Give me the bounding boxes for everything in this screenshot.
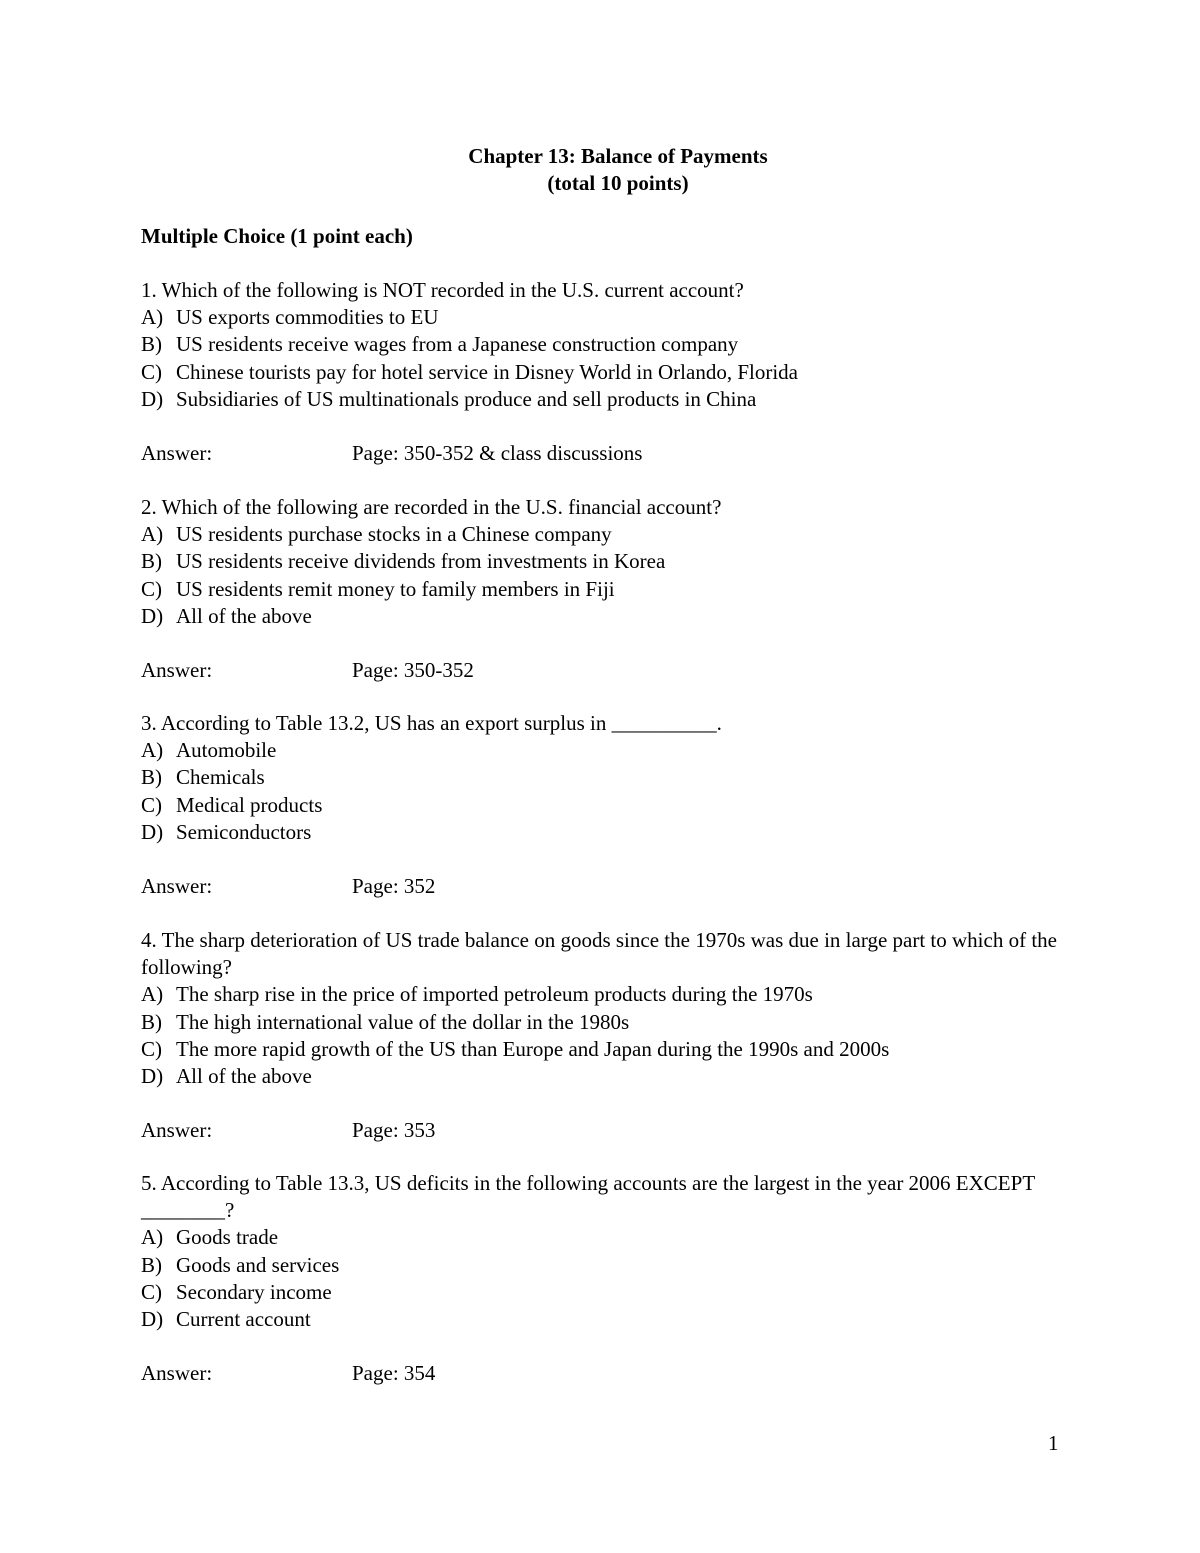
question-5 xyxy=(141,1170,1081,1387)
question-3 xyxy=(141,710,1081,900)
page-reference: Page: 350-352 xyxy=(352,658,474,683)
option-a xyxy=(141,1224,1081,1251)
option-letter: A) xyxy=(141,522,164,547)
option-text: Automobile xyxy=(176,738,277,763)
page-number: 1 xyxy=(1048,1431,1059,1455)
option-letter: B) xyxy=(141,1252,162,1277)
answer-line xyxy=(141,873,1081,900)
option-letter: C) xyxy=(141,576,162,601)
question-text: 2. Which of the following are recorded in the U.S. financial account? xyxy=(141,495,722,519)
option-text: US residents receive dividends from investments in Korea xyxy=(176,549,666,574)
option-d xyxy=(141,819,1081,846)
option-text: The high international value of the dollar in the 1980s xyxy=(176,1009,630,1034)
option-text: US residents purchase stocks in a Chinese company xyxy=(176,522,612,547)
page-reference: Page: 354 xyxy=(352,1361,436,1386)
option-a xyxy=(141,981,1081,1008)
option-text: All of the above xyxy=(176,1064,312,1089)
answer-label: Answer: xyxy=(141,1118,213,1143)
option-text: The more rapid growth of the US than Europe and Japan during the 1990s and 2000s xyxy=(176,1036,890,1061)
page-reference: Page: 350-352 & class discussions xyxy=(352,441,643,466)
option-text: Semiconductors xyxy=(176,819,312,844)
option-letter: B) xyxy=(141,1009,162,1034)
answer-line xyxy=(141,1360,1081,1387)
option-text: Chemicals xyxy=(176,765,265,790)
option-text: Medical products xyxy=(176,792,323,817)
option-c xyxy=(141,792,1081,819)
option-letter: C) xyxy=(141,792,162,817)
answer-label: Answer: xyxy=(141,1361,213,1386)
option-letter: A) xyxy=(141,1225,164,1250)
question-text: 5. According to Table 13.3, US deficits in the following accounts are the largest in the year 2006 EXCEPT ________? xyxy=(141,1171,1035,1223)
option-letter: A) xyxy=(141,738,164,763)
answer-label: Answer: xyxy=(141,658,213,683)
option-letter: D) xyxy=(141,603,164,628)
page-reference: Page: 352 xyxy=(352,874,436,899)
question-text: 1. Which of the following is NOT recorded in the U.S. current account? xyxy=(141,278,744,302)
option-text: Goods and services xyxy=(176,1252,340,1277)
option-c xyxy=(141,359,1081,386)
option-b xyxy=(141,764,1081,791)
option-b xyxy=(141,331,1081,358)
option-letter: B) xyxy=(141,332,162,357)
option-a xyxy=(141,521,1081,548)
answer-label: Answer: xyxy=(141,874,213,899)
option-text: The sharp rise in the price of imported petroleum products during the 1970s xyxy=(176,982,813,1007)
option-letter: D) xyxy=(141,1307,164,1332)
option-text: All of the above xyxy=(176,603,312,628)
option-b xyxy=(141,1009,1081,1036)
option-d xyxy=(141,1306,1081,1333)
option-c xyxy=(141,1036,1081,1063)
option-d xyxy=(141,1063,1081,1090)
option-letter: C) xyxy=(141,1279,162,1304)
option-letter: C) xyxy=(141,1036,162,1061)
answer-line xyxy=(141,657,1081,684)
option-a xyxy=(141,304,1081,331)
option-text: Current account xyxy=(176,1307,311,1332)
page-reference: Page: 353 xyxy=(352,1118,436,1143)
option-letter: B) xyxy=(141,549,162,574)
option-text: US exports commodities to EU xyxy=(176,305,439,330)
option-letter: A) xyxy=(141,305,164,330)
option-d xyxy=(141,386,1081,413)
option-b xyxy=(141,1252,1081,1279)
option-letter: D) xyxy=(141,1064,164,1089)
option-text: US residents remit money to family members in Fiji xyxy=(176,576,615,601)
question-4 xyxy=(141,927,1081,1144)
answer-line xyxy=(141,440,1081,467)
option-text: Secondary income xyxy=(176,1279,332,1304)
question-text: 3. According to Table 13.2, US has an export surplus in __________. xyxy=(141,711,722,735)
option-a xyxy=(141,737,1081,764)
option-letter: C) xyxy=(141,359,162,384)
page-subtitle: (total 10 points) xyxy=(547,171,689,195)
option-letter: A) xyxy=(141,982,164,1007)
question-text: 4. The sharp deterioration of US trade balance on goods since the 1970s was due in large part to which of the following? xyxy=(141,928,1057,980)
option-text: Goods trade xyxy=(176,1225,279,1250)
option-letter: D) xyxy=(141,386,164,411)
title-block xyxy=(0,143,1200,197)
question-1 xyxy=(141,277,1081,467)
option-d xyxy=(141,603,1081,630)
option-letter: D) xyxy=(141,819,164,844)
option-b xyxy=(141,548,1081,575)
answer-line xyxy=(141,1117,1081,1144)
section-heading: Multiple Choice (1 point each) xyxy=(141,224,413,248)
answer-label: Answer: xyxy=(141,441,213,466)
option-c xyxy=(141,1279,1081,1306)
option-c xyxy=(141,576,1081,603)
page-title: Chapter 13: Balance of Payments xyxy=(468,144,768,168)
option-text: Subsidiaries of US multinationals produce and sell products in China xyxy=(176,386,757,411)
question-2 xyxy=(141,494,1081,684)
option-text: Chinese tourists pay for hotel service in Disney World in Orlando, Florida xyxy=(176,359,798,384)
option-text: US residents receive wages from a Japanese construction company xyxy=(176,332,739,357)
option-letter: B) xyxy=(141,765,162,790)
